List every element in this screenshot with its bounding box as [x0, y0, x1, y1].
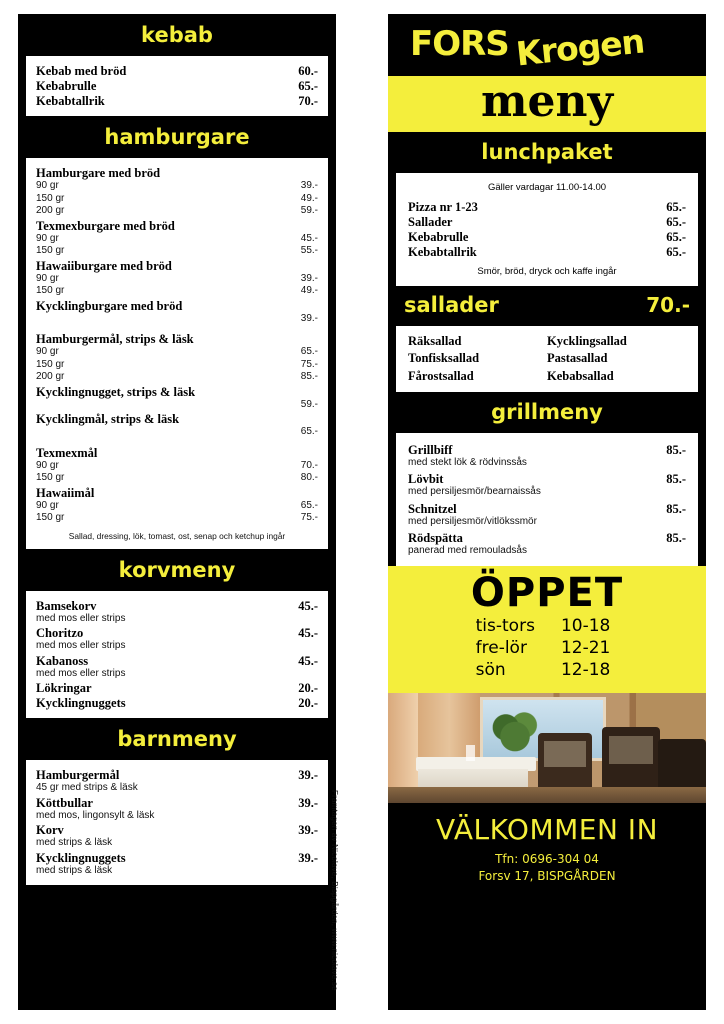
salad-name: Kycklingsallad — [547, 334, 627, 348]
item-name: med strips & läsk — [36, 837, 113, 848]
menu-row — [36, 767, 318, 782]
item-name: Kebabtallrik — [36, 94, 105, 108]
item-name: Kycklingnuggets — [36, 696, 126, 710]
hamburgare-note: Sallad, dressing, lök, tomast, ost, senap och ketchup ingår — [68, 530, 286, 541]
menu-row — [36, 512, 318, 525]
item-name: Grillbiff — [408, 442, 453, 457]
item-price: 70.- — [298, 94, 318, 108]
meny-label: meny — [480, 76, 614, 127]
menu-row — [36, 205, 318, 218]
item-price: 45.- — [298, 598, 318, 613]
menu-row — [36, 445, 318, 460]
item-name: 150 gr — [36, 472, 65, 483]
salad-name: Räksallad — [408, 334, 462, 348]
item-name: 200 gr — [36, 371, 65, 382]
menu-row — [36, 93, 318, 108]
opening-hours-table — [476, 616, 619, 683]
item-name: 150 gr — [36, 192, 65, 204]
section-korvmeny-items — [26, 591, 328, 719]
item-price: 65.- — [666, 230, 686, 244]
menu-row — [36, 472, 318, 485]
right-column — [388, 14, 706, 1010]
item-name: Kebabtallrik — [408, 245, 477, 259]
item-price: 80.- — [300, 472, 318, 483]
photo-floor — [388, 787, 706, 803]
menu-row — [36, 822, 318, 837]
item-name: med mos eller strips — [36, 667, 126, 679]
time-value: 10-18 — [560, 615, 611, 636]
menu-row — [36, 359, 318, 372]
menu-row — [36, 810, 318, 823]
day-label: sön — [475, 660, 506, 681]
item-price: 85.- — [666, 472, 686, 487]
item-name: Hamburgare med bröd — [36, 166, 161, 180]
menu-row — [36, 653, 318, 668]
item-price: 85.- — [300, 371, 318, 382]
item-name: 45 gr med strips & läsk — [36, 782, 138, 793]
item-price: 59.- — [300, 398, 318, 410]
phone-number: Tfn: 0696-304 04 — [495, 851, 599, 866]
restaurant-interior-photo — [388, 693, 706, 803]
item-price: 70.- — [300, 459, 318, 471]
section-title-sallader — [388, 286, 706, 326]
item-price: 65.- — [298, 79, 318, 93]
item-name: Rödspätta — [408, 531, 463, 546]
item-name: Hawaiimål — [36, 485, 95, 500]
item-price: 39.- — [300, 180, 318, 191]
menu-row — [36, 500, 318, 513]
item-price: 85.- — [666, 501, 686, 516]
item-price: 49.- — [300, 285, 318, 296]
menu-row — [36, 273, 318, 286]
logo — [388, 14, 706, 76]
item-name: med mos eller strips — [36, 612, 126, 624]
item-name: Texmexmål — [36, 445, 98, 460]
menu-row — [36, 193, 318, 206]
item-name: Sallader — [408, 215, 453, 229]
menu-row — [36, 313, 318, 326]
item-price: 85.- — [666, 442, 686, 457]
section-title-hamburgare: hamburgare — [104, 125, 250, 149]
day-label: tis-tors — [475, 615, 535, 636]
designer-credit: Framtagen av Nicolave, Bispgården, www.nicolave.se — [330, 790, 339, 991]
item-name: Kycklingnugget, strips & läsk — [36, 384, 196, 399]
day-label: fre-lör — [475, 638, 527, 658]
menu-row — [36, 598, 318, 613]
item-name: Schnitzel — [408, 501, 457, 516]
item-price: 20.- — [298, 681, 318, 695]
item-name: Hamburgermål, strips & läsk — [36, 332, 194, 346]
menu-row — [408, 501, 686, 516]
section-sallader — [396, 326, 698, 392]
menu-row — [408, 214, 686, 229]
menu-row — [36, 346, 318, 359]
menu-row — [408, 442, 686, 457]
menu-row — [408, 530, 686, 545]
item-price: 39.- — [298, 850, 318, 865]
item-price: 65.- — [666, 215, 686, 229]
item-price: 65.- — [300, 426, 318, 437]
item-name: Kycklingnuggets — [36, 850, 126, 865]
item-name: 150 gr — [36, 512, 65, 523]
item-price: 65.- — [666, 200, 686, 214]
menu-row — [36, 245, 318, 258]
grill-entry — [408, 528, 686, 558]
item-name: Choritzo — [36, 626, 84, 640]
section-title-kebab: kebab — [141, 23, 213, 47]
item-price: 39.- — [298, 795, 318, 810]
grill-entry — [408, 499, 686, 529]
menu-row — [36, 180, 318, 193]
item-name: Hamburgermål — [36, 768, 120, 782]
section-title-korvmeny: korvmeny — [118, 557, 236, 582]
item-name: Kycklingburgare med bröd — [36, 298, 183, 313]
item-name: Bamsekorv — [36, 598, 97, 613]
item-name: 90 gr — [36, 232, 59, 244]
logo-krogen: Krogen — [514, 21, 646, 74]
address: Forsv 17, BISPGÅRDEN — [478, 868, 616, 883]
item-name: med strips & läsk — [36, 864, 113, 876]
item-price: 55.- — [300, 245, 318, 256]
menu-row — [36, 680, 318, 695]
photo-plant — [492, 709, 538, 755]
menu-row — [36, 298, 318, 313]
item-price: 39.- — [298, 768, 318, 782]
item-name: Köttbullar — [36, 795, 93, 810]
item-price: 65.- — [300, 499, 318, 511]
menu-row — [36, 331, 318, 346]
menu-row — [408, 244, 686, 259]
left-column — [18, 14, 336, 1010]
item-name: 150 gr — [36, 285, 65, 296]
opening-hours-panel — [388, 566, 706, 693]
grill-entry — [408, 469, 686, 499]
item-name: Kebab med bröd — [36, 64, 127, 78]
section-hamburgare-items — [26, 158, 328, 549]
meny-banner — [388, 76, 706, 132]
item-name: Hawaiiburgare med bröd — [36, 258, 172, 273]
item-price: 45.- — [298, 626, 318, 640]
item-price: 39.- — [300, 272, 318, 284]
section-barnmeny-items — [26, 760, 328, 885]
item-price: 75.- — [300, 512, 318, 523]
menu-row — [36, 218, 318, 233]
item-price: 45.- — [300, 232, 318, 244]
section-lunchpaket — [396, 173, 698, 286]
menu-row — [36, 695, 318, 710]
item-name: Kabanoss — [36, 653, 89, 668]
section-title-barnmeny: barnmeny — [117, 727, 237, 751]
menu-row — [36, 850, 318, 865]
oppet-title: ÖPPET — [470, 569, 624, 616]
menu-row — [36, 371, 318, 384]
logo-fors: FORS — [410, 24, 509, 64]
menu-row — [408, 229, 686, 244]
item-name: Kebabrulle — [408, 230, 469, 244]
salad-name: Kebabsallad — [547, 368, 614, 383]
lunch-footer: Smör, bröd, dryck och kaffe ingår — [477, 266, 617, 277]
item-name: 150 gr — [36, 358, 65, 370]
item-name: 90 gr — [36, 346, 59, 357]
sallader-label: sallader — [404, 293, 499, 317]
welcome-text: VÄLKOMMEN IN — [435, 812, 659, 846]
item-price: 85.- — [666, 531, 686, 546]
menu-row — [36, 613, 318, 626]
item-price: 39.- — [300, 312, 318, 324]
item-description: med persiljesmör/vitlökssmör — [408, 515, 537, 527]
item-name: Kebabrulle — [36, 79, 97, 93]
item-price: 60.- — [298, 64, 318, 78]
item-price: 65.- — [300, 346, 318, 357]
item-name: 150 gr — [36, 245, 65, 256]
section-grillmeny — [396, 433, 698, 566]
menu-row — [36, 640, 318, 653]
menu-row — [36, 426, 318, 439]
item-price: 20.- — [298, 696, 318, 710]
section-title-grillmeny: grillmeny — [491, 399, 603, 424]
item-price: 49.- — [300, 192, 318, 204]
item-name: 200 gr — [36, 205, 65, 216]
menu-row — [36, 668, 318, 681]
salad-name: Pastasallad — [547, 351, 608, 366]
table-row — [476, 616, 619, 638]
menu-row — [36, 485, 318, 500]
item-name: 90 gr — [36, 272, 59, 284]
item-name: Texmexburgare med bröd — [36, 218, 175, 233]
menu-row — [36, 411, 318, 426]
sallader-price: 70.- — [646, 293, 690, 317]
item-price: 45.- — [298, 653, 318, 668]
item-name: 90 gr — [36, 180, 59, 191]
menu-row — [36, 285, 318, 298]
time-value: 12-21 — [560, 638, 611, 658]
menu-row — [36, 233, 318, 246]
salad-name: Tonfisksallad — [408, 351, 480, 366]
menu-row — [36, 795, 318, 810]
table-row — [476, 660, 619, 682]
item-name: Lökringar — [36, 681, 92, 695]
grill-entry — [408, 440, 686, 470]
section-title-lunchpaket: lunchpaket — [481, 140, 613, 164]
section-kebab-items — [26, 56, 328, 116]
item-name: Korv — [36, 823, 64, 837]
item-price: 39.- — [298, 823, 318, 837]
photo-glass — [466, 745, 475, 761]
menu-row — [408, 199, 686, 214]
item-description: med stekt lök & rödvinssås — [408, 456, 527, 468]
menu-row — [36, 625, 318, 640]
menu-row — [36, 258, 318, 273]
item-name: Pizza nr 1-23 — [408, 200, 478, 214]
item-name: 90 gr — [36, 459, 59, 471]
menu-row — [36, 399, 318, 412]
item-name: med mos eller strips — [36, 640, 126, 651]
item-name: 90 gr — [36, 499, 59, 511]
item-name: med mos, lingonsylt & läsk — [36, 809, 155, 821]
item-price: 65.- — [666, 245, 686, 259]
menu-row — [36, 63, 318, 78]
menu-row — [36, 165, 318, 180]
menu-row — [36, 460, 318, 473]
salad-name: Fårostsallad — [408, 368, 474, 383]
item-name: Kycklingmål, strips & läsk — [36, 412, 180, 426]
menu-row — [36, 865, 318, 878]
item-description: med persiljesmör/bearnaissås — [408, 486, 541, 498]
menu-row — [408, 471, 686, 486]
menu-row — [36, 384, 318, 399]
menu-row — [36, 782, 318, 795]
item-description: panerad med remouladsås — [408, 545, 527, 557]
menu-row — [36, 78, 318, 93]
lunch-validity: Gäller vardagar 11.00-14.00 — [487, 182, 607, 193]
time-value: 12-18 — [560, 660, 611, 681]
table-row — [476, 638, 619, 660]
sallader-grid — [408, 333, 686, 384]
item-price: 59.- — [300, 205, 318, 216]
item-name: Lövbit — [408, 472, 444, 487]
item-price: 75.- — [300, 358, 318, 370]
menu-row — [36, 837, 318, 850]
